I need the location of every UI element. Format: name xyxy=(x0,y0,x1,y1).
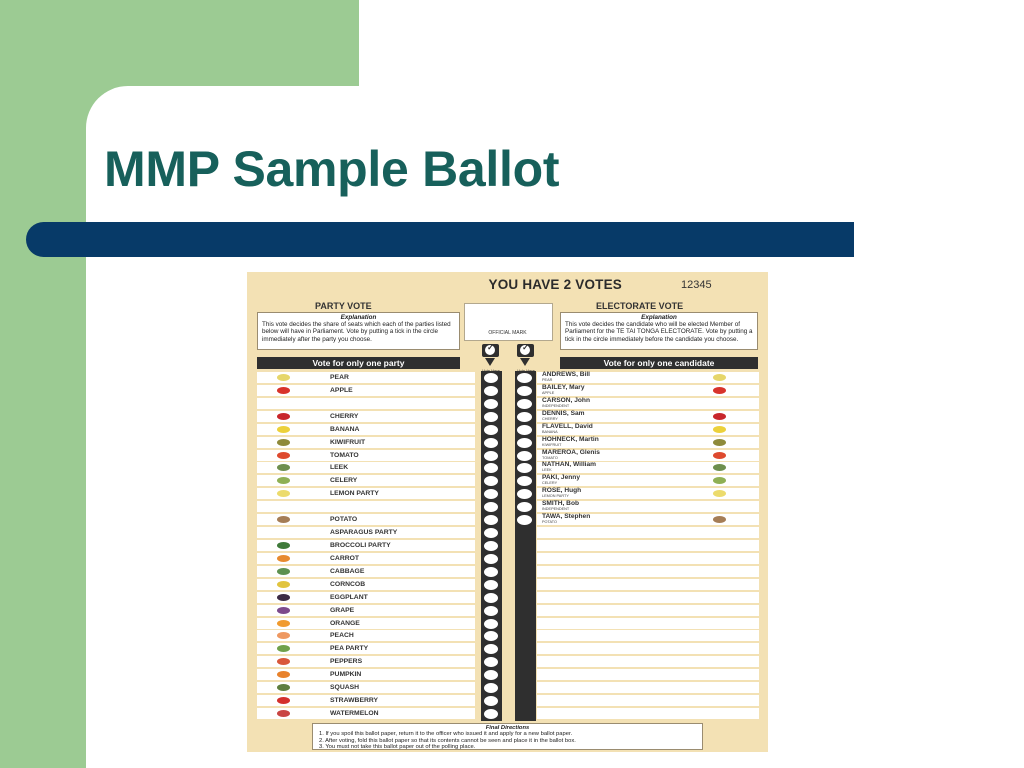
candidate-party: BANANA xyxy=(542,429,558,434)
strawberry-icon xyxy=(277,697,290,704)
candidate-vote-circle[interactable] xyxy=(517,399,532,409)
cherry-icon xyxy=(277,413,290,420)
party-name: EGGPLANT xyxy=(330,593,368,601)
candidate-row xyxy=(515,500,759,513)
party-row xyxy=(257,461,502,474)
party-vote-header: Vote for only one party xyxy=(257,357,460,369)
apple-icon xyxy=(713,387,726,394)
candidate-row xyxy=(515,449,759,462)
final-direction-item: 2. After voting, fold this ballot paper so that its contents cannot be seen and place it in the ballot box. xyxy=(319,737,576,744)
candidate-name: DENNIS, Sam xyxy=(542,409,585,417)
party-row xyxy=(257,513,502,526)
party-name: CARROT xyxy=(330,554,360,562)
candidate-vote-circle[interactable] xyxy=(517,463,532,473)
candidate-row xyxy=(515,397,759,410)
banana-icon xyxy=(713,426,726,433)
candidate-name: NATHAN, William xyxy=(542,461,597,469)
electorate-explanation-text: This vote decides the candidate who will be elected Member of Parliament for the TE TAI TONGA ELECTORATE. Vote by putting a tick in the circle immediately before the candidate you choose. xyxy=(565,321,753,343)
candidate-row xyxy=(515,474,759,487)
party-vote-circle[interactable] xyxy=(484,657,498,667)
tomato-icon xyxy=(277,452,290,459)
party-vote-circle[interactable] xyxy=(484,554,498,564)
empty-row xyxy=(515,642,759,655)
candidate-row xyxy=(515,436,759,449)
party-vote-title: PARTY VOTE xyxy=(315,301,372,311)
candidate-row xyxy=(515,384,759,397)
party-row xyxy=(257,617,502,630)
electorate-vote-here-label: Vote Here xyxy=(517,368,535,373)
empty-row xyxy=(515,694,759,707)
party-row xyxy=(257,565,502,578)
official-mark-label: OFFICIAL MARK xyxy=(488,330,527,336)
party-vote-circle[interactable] xyxy=(484,528,498,538)
electorate-vote-header: Vote for only one candidate xyxy=(560,357,758,369)
party-name: BROCCOLI PARTY xyxy=(330,541,391,549)
party-name: PUMPKIN xyxy=(330,671,362,679)
empty-row xyxy=(515,668,759,681)
party-vote-circle[interactable] xyxy=(484,489,498,499)
candidate-party: INDEPENDENT xyxy=(542,403,570,408)
party-row xyxy=(257,629,502,642)
party-name: APPLE xyxy=(330,386,353,394)
candidate-name: MAREROA, Glenis xyxy=(542,448,600,456)
empty-row xyxy=(515,526,759,539)
party-vote-circle[interactable] xyxy=(484,373,498,383)
party-vote-here-label: Vote Here xyxy=(482,368,500,373)
empty-row xyxy=(515,707,759,720)
candidate-vote-circle[interactable] xyxy=(517,412,532,422)
candidate-name: BAILEY, Mary xyxy=(542,383,585,391)
party-name: BANANA xyxy=(330,425,360,433)
candidate-party: LEMON PARTY xyxy=(542,494,569,499)
party-vote-circle[interactable] xyxy=(484,425,498,435)
candidate-party: INDEPENDENT xyxy=(542,507,570,512)
party-name: CABBAGE xyxy=(330,567,365,575)
candidate-party: TOMATO xyxy=(542,455,558,460)
party-row xyxy=(257,552,502,565)
party-name: STRAWBERRY xyxy=(330,697,379,705)
party-name: ORANGE xyxy=(330,619,360,627)
apple-icon xyxy=(277,387,290,394)
pear-icon xyxy=(713,374,726,381)
party-name: CHERRY xyxy=(330,412,359,420)
party-name: CORNCOB xyxy=(330,580,366,588)
banana-icon xyxy=(277,426,290,433)
party-row xyxy=(257,707,502,720)
party-name: SQUASH xyxy=(330,684,360,692)
candidate-party: CHERRY xyxy=(542,416,558,421)
party-row xyxy=(257,487,502,500)
empty-row xyxy=(515,655,759,668)
party-name: PEAR xyxy=(330,374,349,381)
kiwifruit-icon xyxy=(713,439,726,446)
arrow-down-icon xyxy=(485,358,495,366)
party-vote-circle[interactable] xyxy=(484,438,498,448)
empty-row xyxy=(515,604,759,617)
party-vote-circle[interactable] xyxy=(484,412,498,422)
candidate-row xyxy=(515,487,759,500)
candidate-name: ROSE, Hugh xyxy=(542,487,582,495)
party-name: ASPARAGUS PARTY xyxy=(330,529,398,537)
candidate-vote-circle[interactable] xyxy=(517,476,532,486)
candidate-vote-circle[interactable] xyxy=(517,489,532,499)
candidate-name: CARSON, John xyxy=(542,396,590,404)
party-name: CELERY xyxy=(330,477,358,485)
candidate-vote-circle[interactable] xyxy=(517,373,532,383)
party-name: KIWIFRUIT xyxy=(330,438,366,446)
candidate-vote-circle[interactable] xyxy=(517,425,532,435)
party-vote-circle[interactable] xyxy=(484,696,498,706)
ballot-heading: YOU HAVE 2 VOTES xyxy=(488,277,622,292)
ballot-number: 12345 xyxy=(681,279,712,291)
party-vote-circle[interactable] xyxy=(484,631,498,641)
candidate-name: HOHNECK, Martin xyxy=(542,435,599,443)
party-name: LEEK xyxy=(330,464,349,472)
party-row xyxy=(257,642,502,655)
party-row xyxy=(257,526,502,539)
empty-row xyxy=(515,539,759,552)
candidate-vote-circle[interactable] xyxy=(517,515,532,525)
candidate-row xyxy=(515,461,759,474)
candidate-vote-circle[interactable] xyxy=(517,451,532,461)
party-vote-circle[interactable] xyxy=(484,399,498,409)
party-explanation-heading: Explanation xyxy=(340,314,377,321)
party-vote-circle[interactable] xyxy=(484,606,498,616)
sample-ballot-image xyxy=(247,272,768,752)
electorate-explanation-box xyxy=(560,312,758,350)
carrot-icon xyxy=(277,555,290,562)
party-row xyxy=(257,436,502,449)
party-tick-icon: ✓ xyxy=(482,344,499,357)
empty-row xyxy=(515,578,759,591)
candidate-vote-circle[interactable] xyxy=(517,438,532,448)
party-vote-circle[interactable] xyxy=(484,541,498,551)
party-vote-circle[interactable] xyxy=(484,567,498,577)
party-vote-circle[interactable] xyxy=(484,463,498,473)
broccoli-icon xyxy=(277,542,290,549)
slide-title: MMP Sample Ballot xyxy=(104,141,560,197)
candidate-party: POTATO xyxy=(542,520,557,525)
party-row xyxy=(257,384,502,397)
final-directions-heading: Final Directions xyxy=(485,725,530,731)
party-row xyxy=(257,604,502,617)
candidate-row xyxy=(515,371,759,384)
party-row xyxy=(257,591,502,604)
party-vote-circle[interactable] xyxy=(484,619,498,629)
candidate-row xyxy=(515,410,759,423)
party-row xyxy=(257,668,502,681)
candidate-name: TAWA, Stephen xyxy=(542,513,591,521)
empty-row xyxy=(515,552,759,565)
candidate-party: APPLE xyxy=(542,390,555,395)
final-directions-box xyxy=(312,723,703,750)
party-row xyxy=(257,474,502,487)
arrow-down-icon xyxy=(520,358,530,366)
party-vote-circle[interactable] xyxy=(484,386,498,396)
party-row xyxy=(257,397,502,410)
candidate-row xyxy=(515,513,759,526)
cherry-icon xyxy=(713,413,726,420)
party-name: GRAPE xyxy=(330,606,355,614)
candidate-party: PEAR xyxy=(542,378,553,382)
party-row xyxy=(257,423,502,436)
electorate-vote-title: ELECTORATE VOTE xyxy=(596,301,684,311)
watermelon-icon xyxy=(277,710,290,717)
party-row xyxy=(257,655,502,668)
party-vote-circle[interactable] xyxy=(484,683,498,693)
empty-row xyxy=(515,565,759,578)
candidate-name: FLAVELL, David xyxy=(542,422,593,430)
party-vote-circle[interactable] xyxy=(484,593,498,603)
kiwifruit-icon xyxy=(277,439,290,446)
pear-icon xyxy=(277,374,290,381)
party-explanation-box xyxy=(257,312,460,350)
party-name: PEA PARTY xyxy=(330,645,369,653)
party-row xyxy=(257,694,502,707)
party-row xyxy=(257,410,502,423)
candidate-vote-circle[interactable] xyxy=(517,386,532,396)
party-vote-circle[interactable] xyxy=(484,502,498,512)
empty-row xyxy=(515,629,759,642)
party-list xyxy=(257,371,502,720)
candidate-party: LEEK xyxy=(542,468,552,473)
corncob-icon xyxy=(277,581,290,588)
candidate-name: ANDREWS, Bill xyxy=(542,371,590,378)
party-name: PEPPERS xyxy=(330,658,363,666)
candidate-row xyxy=(515,423,759,436)
tomato-icon xyxy=(713,452,726,459)
party-vote-circle[interactable] xyxy=(484,709,498,719)
party-explanation-text: This vote decides the share of seats which each of the parties listed below will have in Parliament. Vote by putting a tick in the circle immediately after the party you choose. xyxy=(262,321,451,343)
party-name: WATERMELON xyxy=(330,709,379,717)
party-row xyxy=(257,500,502,513)
party-vote-circle[interactable] xyxy=(484,451,498,461)
candidate-party: KIWIFRUIT xyxy=(542,442,562,447)
party-vote-circle[interactable] xyxy=(484,515,498,525)
electorate-tick-icon: ✓ xyxy=(517,344,534,357)
empty-row xyxy=(515,681,759,694)
party-name: POTATO xyxy=(330,516,358,524)
party-vote-circle[interactable] xyxy=(484,476,498,486)
party-row xyxy=(257,449,502,462)
candidate-name: PAKI, Jenny xyxy=(542,474,580,482)
party-row xyxy=(257,371,502,384)
candidate-list xyxy=(515,371,759,720)
party-vote-circle[interactable] xyxy=(484,580,498,590)
party-name: TOMATO xyxy=(330,451,359,459)
party-name: LEMON PARTY xyxy=(330,490,379,498)
grape-icon xyxy=(277,607,290,614)
title-underline-bar xyxy=(26,222,854,257)
eggplant-icon xyxy=(277,594,290,601)
orange-icon xyxy=(277,620,290,627)
electorate-explanation-heading: Explanation xyxy=(641,314,677,321)
party-name: PEACH xyxy=(330,632,354,640)
candidate-party: CELERY xyxy=(542,481,558,486)
party-vote-circle[interactable] xyxy=(484,644,498,654)
party-row xyxy=(257,539,502,552)
party-row xyxy=(257,578,502,591)
party-vote-circle[interactable] xyxy=(484,670,498,680)
candidate-vote-circle[interactable] xyxy=(517,502,532,512)
final-direction-item: 3. You must not take this ballot paper out of the polling place. xyxy=(319,743,476,750)
party-row xyxy=(257,681,502,694)
candidate-name: SMITH, Bob xyxy=(542,500,579,508)
empty-row xyxy=(515,591,759,604)
final-direction-item: 1. If you spoil this ballot paper, return it to the officer who issued it and apply for a new ballot paper. xyxy=(319,731,573,738)
cabbage-icon xyxy=(277,568,290,575)
empty-row xyxy=(515,617,759,630)
